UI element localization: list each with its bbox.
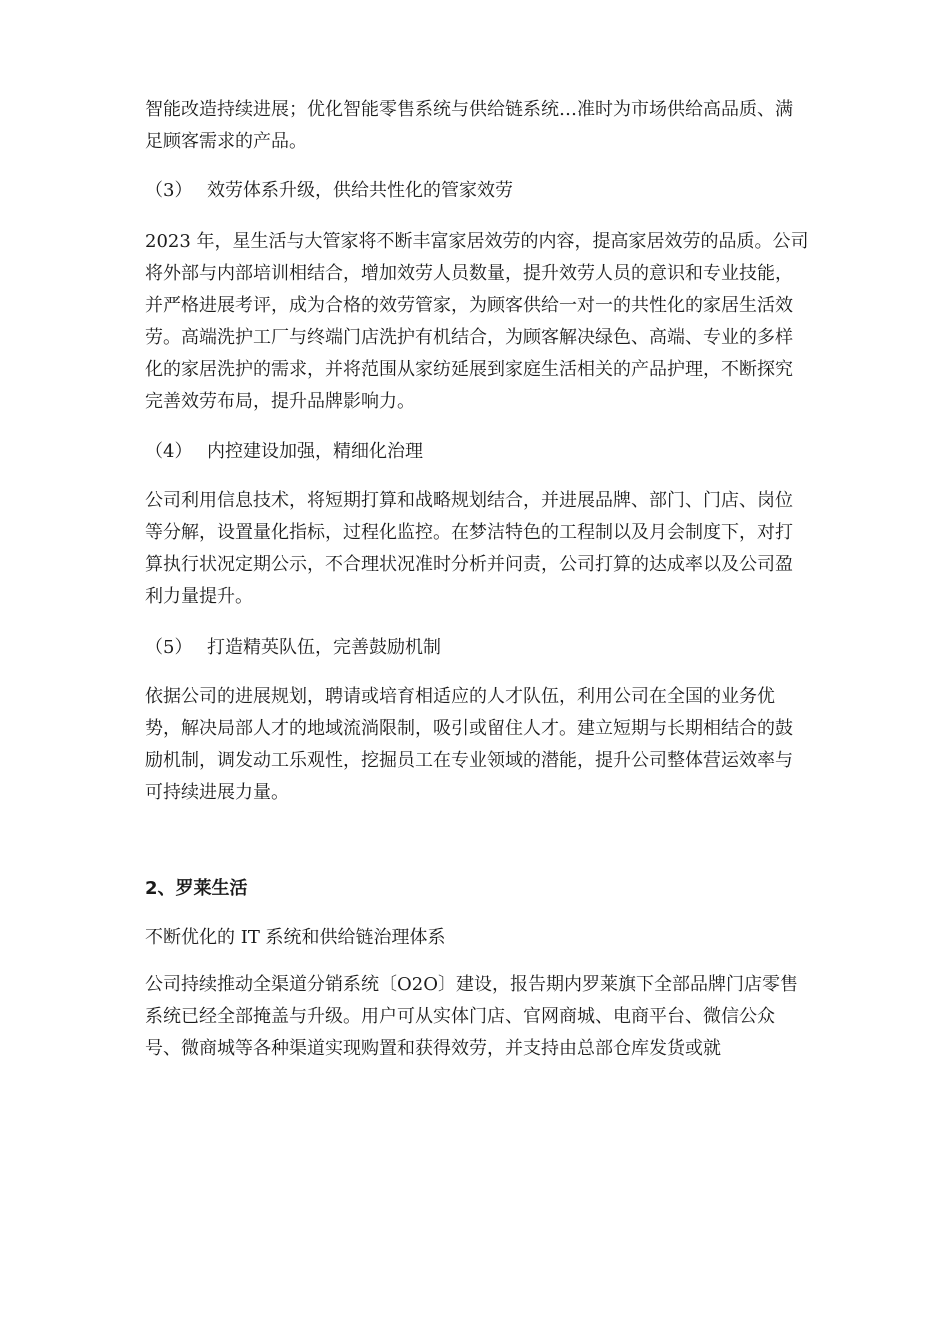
item-3-heading [145,175,810,207]
intro-paragraph: 智能改造持续进展；优化智能零售系统与供给链系统…准时为市场供给高品质、满足顾客需求的产品。 [145,99,793,152]
item-4-title: 内控建设加强，精细化治理 [207,441,423,462]
item-3-title: 效劳体系升级，供给共性化的管家效劳 [207,180,513,201]
item-3-paragraph: 2023 年，星生活与大管家将不断丰富家居效劳的内容，提高家居效劳的品质。公司将外部与内部培训相结合，增加效劳人员数量，提升效劳人员的意识和专业技能，并严格进展考评，成为合格的效劳管家，为顾客供给一对一的共性化的家居生活效劳。高端洗护工厂与终端门店洗护有机结合，为顾客解决绿色、高端、专业的多样化的家居洗护的需求，并将范围从家纺延展到家庭生活相关的产品护理，不断探究完善效劳布局，提升品牌影响力。 [145,231,809,412]
item-5-heading [145,632,810,664]
section-2-subtitle: 不断优化的 IT 系统和供给链治理体系 [145,927,446,948]
section-2-paragraph: 公司持续推动全渠道分销系统〔O2O〕建设，报告期内罗莱旗下全部品牌门店零售系统已经全部掩盖与升级。用户可从实体门店、官网商城、电商平台、微信公众号、微商城等各种渠道实现购置和获得效劳，并支持由总部仓库发货或就 [145,974,798,1059]
item-5-title: 打造精英队伍，完善鼓励机制 [207,637,441,658]
item-5-paragraph: 依据公司的进展规划，聘请或培育相适应的人才队伍，利用公司在全国的业务优势，解决局部人才的地域流淌限制，吸引或留住人才。建立短期与长期相结合的鼓励机制，调发动工乐观性，挖掘员工在专业领域的潜能，提升公司整体营运效率与可持续进展力量。 [145,686,793,803]
item-4-number: （4） [145,441,193,462]
item-4-paragraph: 公司利用信息技术，将短期打算和战略规划结合，并进展品牌、部门、门店、岗位等分解，设置量化指标，过程化监控。在梦洁特色的工程制以及月会制度下，对打算执行状况定期公示，不合理状况准时分析并问责，公司打算的达成率以及公司盈利力量提升。 [145,490,793,607]
item-5-number: （5） [145,637,193,658]
item-3-number: （3） [145,180,193,201]
item-4-heading [145,436,810,468]
section-2-title: 2、罗莱生活 [145,878,248,899]
